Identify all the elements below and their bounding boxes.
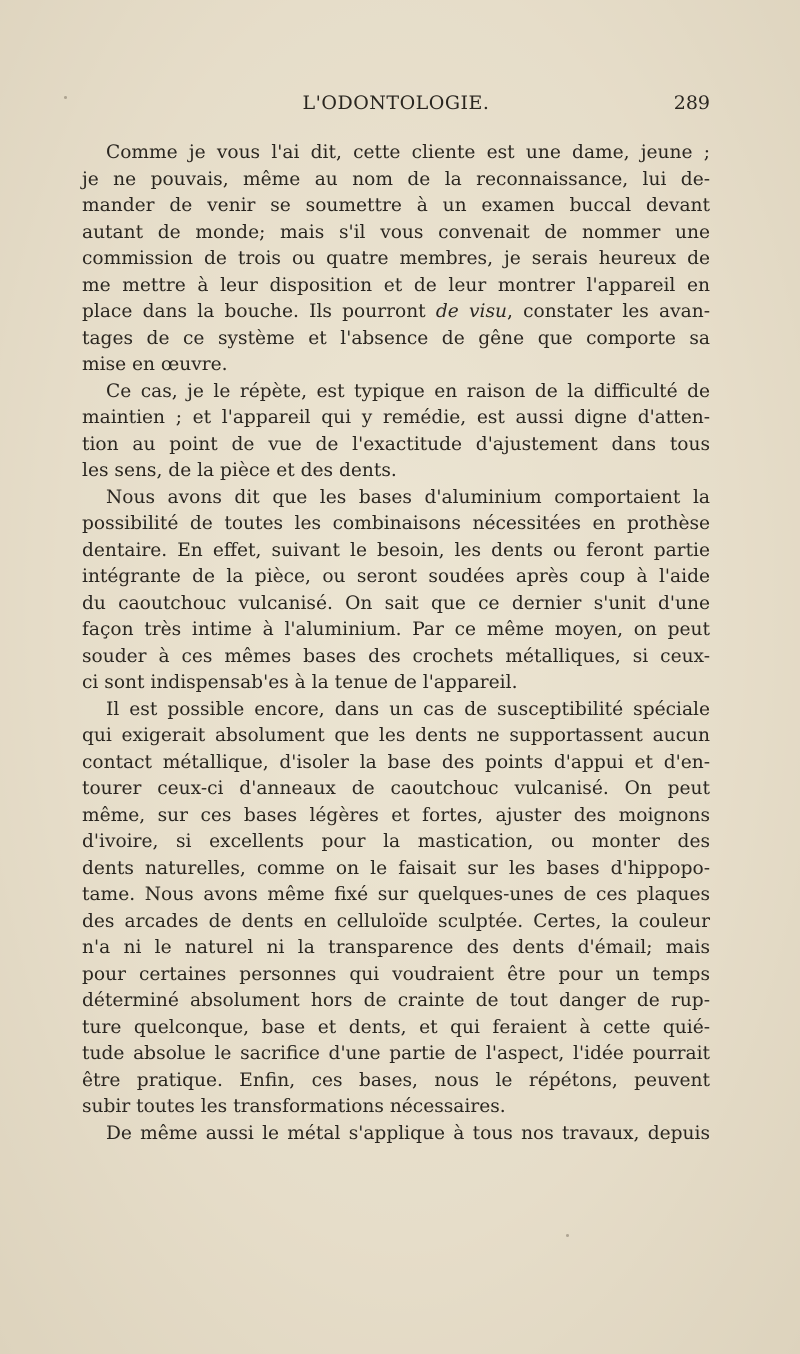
text-line: De même aussi le métal s'applique à tous nos travaux, depuis <box>106 1122 710 1144</box>
body-text <box>82 140 710 1147</box>
text-line: tages de ce système et l'absence de gêne que comporte sa <box>82 327 710 349</box>
running-title: L'ODONTOLOGIE. <box>302 92 490 114</box>
text-line: ci sont indispensab'es à la tenue de l'appareil. <box>82 672 518 693</box>
text-line: tion au point de vue de l'exactitude d'ajustement dans tous <box>82 433 710 455</box>
text-line: d'ivoire, si excellents pour la mastication, ou monter des <box>82 831 710 852</box>
italic-phrase: de visu <box>435 301 507 322</box>
text-line: maintien ; et l'appareil qui y remédie, est aussi digne d'atten- <box>82 407 710 428</box>
text-line: du caoutchouc vulcanisé. On sait que ce dernier s'unit d'une <box>82 592 710 614</box>
page-number: 289 <box>673 92 710 114</box>
text-line: place dans la bouche. Ils pourront de visu, constater les avan- <box>82 301 710 322</box>
running-head <box>82 92 710 122</box>
text-line: Nous avons dit que les bases d'aluminium comportaient la <box>106 486 710 508</box>
text-line: autant de monde; mais s'il vous convenait de nommer une <box>82 221 710 243</box>
text-line: n'a ni le naturel ni la transparence des dents d'émail; mais <box>82 937 710 958</box>
text-line: déterminé absolument hors de crainte de tout danger de rup- <box>82 990 710 1011</box>
text-line: me mettre à leur disposition et de leur montrer l'appareil en <box>82 274 710 296</box>
text-line: souder à ces mêmes bases des crochets métalliques, si ceux- <box>82 645 710 667</box>
text-line: Il est possible encore, dans un cas de susceptibilité spéciale <box>106 698 710 720</box>
text-line: contact métallique, d'isoler la base des points d'appui et d'en- <box>82 751 710 773</box>
text-line: mise en œuvre. <box>82 354 228 375</box>
text-line: Comme je vous l'ai dit, cette cliente est une dame, jeune ; <box>106 142 710 163</box>
text-line: commission de trois ou quatre membres, je serais heureux de <box>82 248 710 269</box>
text-line: dents naturelles, comme on le faisait sur les bases d'hippopo- <box>82 857 710 879</box>
text-line: mander de venir se soumettre à un examen buccal devant <box>82 195 710 216</box>
text-line: les sens, de la pièce et des dents. <box>82 460 397 481</box>
text-line: tourer ceux-ci d'anneaux de caoutchouc vulcanisé. On peut <box>82 778 710 799</box>
text-line: dentaire. En effet, suivant le besoin, les dents ou feront partie <box>82 539 710 561</box>
text-line: Ce cas, je le répète, est typique en raison de la difficulté de <box>106 380 710 402</box>
text-line: qui exigerait absolument que les dents ne supportassent aucun <box>82 725 710 746</box>
text-line: façon très intime à l'aluminium. Par ce même moyen, on peut <box>82 619 710 640</box>
text-line: pour certaines personnes qui voudraient être pour un temps <box>82 963 710 985</box>
text-line: même, sur ces bases légères et fortes, ajuster des moignons <box>82 804 710 826</box>
text-line: subir toutes les transformations nécessaires. <box>82 1096 506 1117</box>
text-line: des arcades de dents en celluloïde sculptée. Certes, la couleur <box>82 910 710 932</box>
text-line: je ne pouvais, même au nom de la reconnaissance, lui de- <box>82 168 710 190</box>
paper-speck <box>64 96 67 99</box>
paper-speck <box>566 1234 569 1237</box>
text-line: ture quelconque, base et dents, et qui feraient à cette quié- <box>82 1016 710 1038</box>
text-line: intégrante de la pièce, ou seront soudées après coup à l'aide <box>82 566 710 587</box>
text-line: tame. Nous avons même fixé sur quelques-unes de ces plaques <box>82 884 710 905</box>
text-line: être pratique. Enfin, ces bases, nous le répétons, peuvent <box>82 1069 710 1091</box>
text-line: tude absolue le sacrifice d'une partie de l'aspect, l'idée pourrait <box>82 1043 710 1064</box>
text-line: possibilité de toutes les combinaisons nécessitées en prothèse <box>82 513 710 534</box>
